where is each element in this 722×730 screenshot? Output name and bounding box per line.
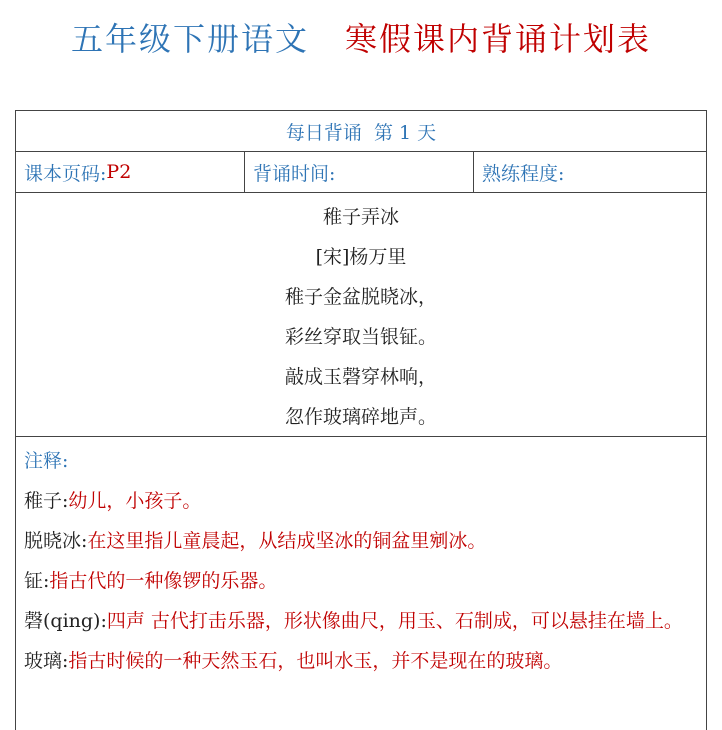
notes-header: 注释: (24, 450, 69, 472)
poem-line: 忽作玻璃碎地声。 (284, 406, 437, 428)
poem-title: 稚子弄冰 (322, 206, 399, 228)
note-definition: 幼儿，小孩子。 (68, 490, 202, 512)
title-grade: 五年级下册语文 (70, 20, 309, 58)
time-label: 背诵时间: (253, 162, 336, 185)
note-item (24, 601, 706, 641)
day-row (16, 111, 706, 152)
title-plan: 寒假课内背诵计划表 (345, 20, 652, 58)
note-term: 稚子: (24, 490, 69, 512)
note-item (24, 481, 706, 521)
note-definition: 四声 古代打击乐器，形状像曲尺，用玉、石制成，可以悬挂在墙上。 (106, 610, 683, 632)
note-term: 脱晓冰: (24, 530, 88, 552)
page-title (0, 14, 722, 60)
mastery-label: 熟练程度: (482, 162, 565, 185)
poem-author: [宋]杨万里 (315, 246, 407, 268)
note-term: 玻璃: (24, 650, 69, 672)
poem-line: 敲成玉磬穿林响， (284, 366, 437, 388)
note-item (24, 561, 706, 601)
page-cell (16, 152, 245, 192)
note-term: 钲: (24, 570, 50, 592)
poem-line: 彩丝穿取当银钲。 (284, 326, 437, 348)
mastery-cell (474, 152, 706, 192)
page-value: P2 (106, 161, 132, 183)
info-row (16, 152, 706, 193)
note-definition: 在这里指儿童晨起，从结成坚冰的铜盆里剜冰。 (87, 530, 487, 552)
note-item (24, 521, 706, 561)
time-cell (245, 152, 474, 192)
note-definition: 指古时候的一种天然玉石，也叫水玉，并不是现在的玻璃。 (68, 650, 563, 672)
note-item (24, 641, 706, 681)
note-term: 磬(qing): (24, 610, 107, 632)
day-label: 每日背诵 第 1 天 (285, 121, 437, 144)
recitation-table (15, 110, 707, 730)
poem-block (16, 193, 706, 437)
page-label: 课本页码: (24, 162, 107, 185)
note-definition: 指古代的一种像锣的乐器。 (49, 570, 278, 592)
poem-line: 稚子金盆脱晓冰， (284, 286, 437, 308)
notes-block (16, 437, 706, 681)
